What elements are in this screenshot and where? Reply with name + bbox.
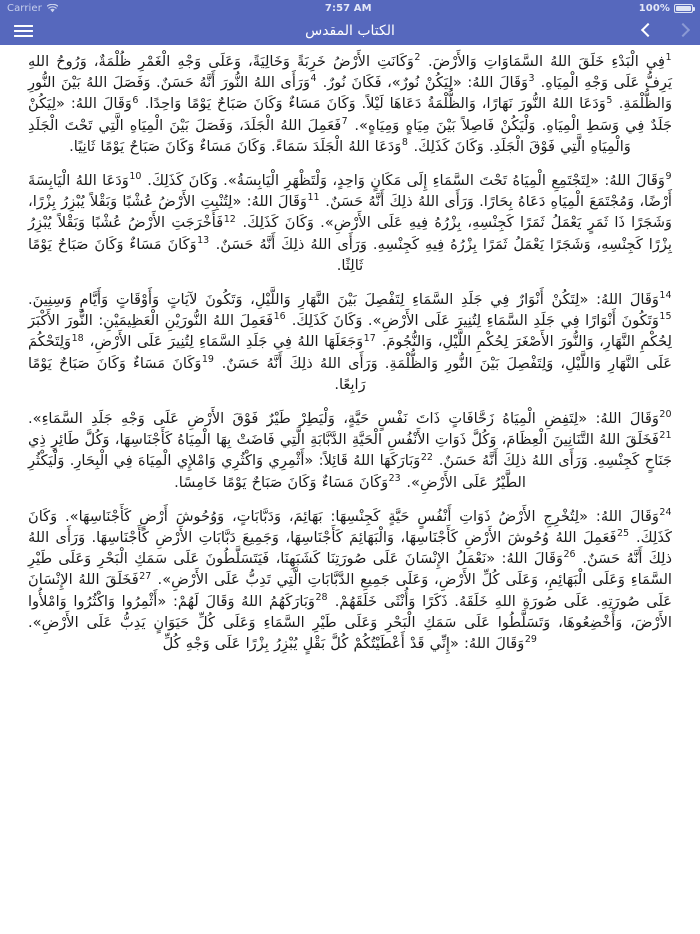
verse-text: وَبَارَكَهَا اللهُ قَائِلاً: «أَثْمِرِي وَاكْثُرِي وَامْلإِي الْمِيَاهَ فِي الْبِحَارِ. وَلْيَكْثُرِ الطَّيْرُ عَلَى الأَرْضِ».	[28, 452, 526, 491]
verse-number: 12	[223, 213, 236, 225]
scripture-paragraph	[28, 170, 672, 276]
scripture-text	[22, 51, 678, 654]
verse-number: 7	[341, 115, 348, 127]
verse-text: وَكَانَ مَسَاءٌ وَكَانَ صَبَاحٌ يَوْمًا رَابِعًا.	[28, 354, 366, 393]
chevron-forward-icon[interactable]	[674, 19, 694, 43]
verse-text: وَكَانَ مَسَاءٌ وَكَانَ صَبَاحٌ يَوْمًا خَامِسًا.	[174, 473, 389, 491]
verse-text: وَقَالَ اللهُ: «نَعْمَلُ الإِنْسَانَ عَلَى صُورَتِنَا كَشَبَهِنَا، فَيَتَسَلَّطُونَ عَلَى سَمَكِ الْبَحْرِ وَعَلَى طَيْرِ السَّمَاءِ وَعَلَى الْبَهَائِمِ، وَعَلَى كُلِّ الأَرْضِ، وَعَلَى جَمِيعِ الدَّبَّابَاتِ الَّتِي تَدِبُّ عَلَى الأَرْضِ».	[28, 550, 672, 589]
scripture-paragraph	[28, 289, 672, 395]
verse-number: 10	[129, 171, 142, 183]
verse-number: 17	[363, 332, 376, 344]
verse-number: 13	[197, 234, 210, 246]
verse-number: 1	[665, 52, 672, 64]
scripture-paragraph	[28, 506, 672, 654]
verse-text: وَقَالَ اللهُ: «لِتَفِضِ الْمِيَاهُ زَحَّافَاتٍ ذَاتَ نَفْسٍ حَيَّةٍ، وَلْيَطِرْ طَيْرٌ فَوْقَ الأَرْضِ عَلَى وَجْهِ جَلَدِ السَّمَاءِ».	[28, 410, 659, 428]
wifi-icon	[47, 4, 58, 13]
verse-number: 11	[307, 192, 320, 204]
verse-text: فِي الْبَدْءِ خَلَقَ اللهُ السَّمَاوَاتِ وَالأَرْضَ.	[420, 53, 665, 70]
verse-text: فَعَمِلَ اللهُ الْجَلَدَ، وَفَصَلَ بَيْنَ الْمِيَاهِ الَّتِي تَحْتَ الْجَلَدِ وَالْمِيَاهِ الَّتِي فَوْقَ الْجَلَدِ. وَكَانَ كَذَلِكَ.	[28, 116, 631, 155]
scripture-scroll-area[interactable]	[0, 45, 700, 934]
verse-number: 27	[139, 570, 152, 582]
verse-text: فَعَمِلَ اللهُ النُّورَيْنِ الْعَظِيمَيْنِ: النُّورَ الأَكْبَرَ لِحُكْمِ النَّهَارِ، وَالنُّورَ الأَصْغَرَ لِحُكْمِ اللَّيْلِ، وَالنُّجُومَ.	[28, 312, 672, 351]
verse-text: وَقَالَ اللهُ: «لِتَجْتَمِعِ الْمِيَاهُ تَحْتَ السَّمَاءِ إِلَى مَكَانٍ وَاحِدٍ، وَلْتَظْهَرِ الْيَابِسَةُ». وَكَانَ كَذَلِكَ.	[141, 172, 665, 190]
verse-text: وَدَعَا اللهُ الْيَابِسَةَ أَرْضًا، وَمُجْتَمَعَ الْمِيَاهِ دَعَاهُ بِحَارًا. وَرَأَى اللهُ ذلِكَ أَنَّهُ حَسَنٌ.	[28, 172, 672, 211]
verse-number: 6	[132, 94, 139, 106]
verse-number: 9	[665, 171, 672, 183]
verse-text: وَقَالَ اللهُ: «لِتُخْرِجِ الأَرْضُ ذَوَاتِ أَنْفُسٍ حَيَّةٍ كَجِنْسِهَا: بَهَائِمَ، وَدَبَّابَاتٍ، وَوُحُوشَ أَرْضٍ كَأَجْنَاسِهَا». وَكَانَ كَذَلِكَ.	[28, 507, 672, 547]
verse-number: 4	[310, 73, 317, 85]
navigation-bar	[0, 16, 700, 45]
verse-number: 2	[414, 52, 421, 64]
page-title: الكتاب المقدس	[305, 22, 395, 39]
verse-text: وَدَعَا اللهُ الْجَلَدَ سَمَاءً. وَكَانَ مَسَاءٌ وَكَانَ صَبَاحٌ يَوْمًا ثَانِيًا.	[69, 137, 402, 155]
verse-text: وَقَالَ اللهُ: «إِنِّي قَدْ أَعْطَيْتُكُمْ كُلَّ بَقْلٍ يُبْزِرُ بِزْرًا عَلَى وَجْهِ كُلِّ	[162, 635, 525, 653]
chapter-navigation	[638, 16, 694, 45]
verse-number: 22	[420, 451, 433, 463]
verse-number: 26	[563, 549, 576, 561]
scripture-paragraph	[28, 51, 672, 157]
battery-full-icon	[674, 4, 693, 13]
verse-text: فَعَمِلَ اللهُ وُحُوشَ الأَرْضِ كَأَجْنَاسِهَا، وَالْبَهَائِمَ كَأَجْنَاسِهَا، وَجَمِيعَ دَبَّابَاتِ الأَرْضِ كَأَجْنَاسِهَا. وَرَأَى اللهُ ذلِكَ أَنَّهُ حَسَنٌ.	[28, 529, 672, 568]
verse-number: 25	[617, 528, 630, 540]
verse-text: وَقَالَ اللهُ: «لِيَكُنْ جَلَدٌ فِي وَسَطِ الْمِيَاهِ. وَلْيَكُنْ فَاصِلاً بَيْنَ مِيَاهٍ وَمِيَاهٍ».	[28, 95, 672, 134]
status-bar-left	[7, 3, 58, 14]
verse-number: 29	[524, 634, 537, 646]
verse-text: وَتَكُونَ أَنْوَارًا فِي جَلَدِ السَّمَاءِ لِتُنِيرَ عَلَى الأَرْضِ». وَكَانَ كَذَلِكَ.	[286, 312, 659, 330]
verse-text: وَكَانَ مَسَاءٌ وَكَانَ صَبَاحٌ يَوْمًا ثَالِثًا.	[28, 235, 364, 274]
verse-number: 20	[659, 409, 672, 421]
verse-text: وَقَالَ اللهُ: «لِتَكُنْ أَنْوَارٌ فِي جَلَدِ السَّمَاءِ لِتَفْصِلَ بَيْنَ النَّهَارِ وَاللَّيْلِ، وَتَكُونَ لآيَاتٍ وَأَوْقَاتٍ وَأَيَّامٍ وَسِنِينَ.	[28, 291, 659, 309]
verse-number: 28	[315, 591, 328, 603]
verse-number: 21	[659, 430, 672, 442]
verse-number: 19	[201, 353, 214, 365]
verse-text: وَلِتَحْكُمَ عَلَى النَّهَارِ وَاللَّيْلِ، وَلِتَفْصِلَ بَيْنَ النُّورِ وَالظُّلْمَةِ. وَرَأَى اللهُ ذلِكَ أَنَّهُ حَسَنٌ.	[28, 333, 672, 372]
verse-text: فَخَلَقَ اللهُ التَّنَانِينَ الْعِظَامَ، وَكُلَّ ذَوَاتِ الأَنْفُسِ الْحَيَّةِ الدَّبَّابَةِ الَّتِي فَاضَتْ بِهَا الْمِيَاهُ كَأَجْنَاسِهَا، وَكُلَّ طَائِرٍ ذِي جَنَاحٍ كَجِنْسِهِ. وَرَأَى اللهُ ذلِكَ أَنَّهُ حَسَنٌ.	[28, 431, 672, 470]
verse-number: 18	[71, 332, 84, 344]
verse-number: 5	[606, 94, 613, 106]
status-bar	[0, 0, 700, 16]
battery-percent-label: 100%	[638, 2, 670, 14]
scripture-paragraph	[28, 408, 672, 493]
verse-text: فَخَلَقَ اللهُ الإِنْسَانَ عَلَى صُورَتِهِ. عَلَى صُورَةِ اللهِ خَلَقَهُ. ذَكَرًا وَأُنْثَى خَلَقَهُمْ.	[28, 571, 672, 610]
verse-number: 14	[659, 290, 672, 302]
verse-text: وَقَالَ اللهُ: «لِيَكُنْ نُورٌ»، فَكَانَ نُورٌ.	[317, 74, 529, 92]
status-bar-right	[639, 3, 693, 14]
status-bar-clock: 7:57 AM	[324, 2, 372, 14]
chevron-back-icon[interactable]	[638, 19, 658, 43]
verse-number: 24	[659, 507, 672, 518]
verse-number: 16	[273, 311, 286, 323]
verse-text: وَرَأَى اللهُ النُّورَ أَنَّهُ حَسَنٌ. وَفَصَلَ اللهُ بَيْنَ النُّورِ وَالظُّلْمَةِ.	[28, 74, 673, 113]
verse-number: 3	[528, 73, 535, 85]
carrier-label: Carrier	[7, 2, 42, 14]
verse-text: وَجَعَلَهَا اللهُ فِي جَلَدِ السَّمَاءِ لِتُنِيرَ عَلَى الأَرْضِ،	[84, 333, 364, 351]
verse-text: وَبَارَكَهُمُ اللهُ وَقَالَ لَهُمْ: «أَثْمِرُوا وَاكْثُرُوا وَامْلأُوا الأَرْضَ، وَأَخْضِعُوهَا، وَتَسَلَّطُوا عَلَى سَمَكِ الْبَحْرِ وَعَلَى طَيْرِ السَّمَاءِ وَعَلَى كُلِّ حَيَوَانٍ يَدِبُّ عَلَى الأَرْضِ».	[28, 592, 672, 631]
verse-text: فَأَخْرَجَتِ الأَرْضُ عُشْبًا وَبَقْلاً يُبْزِرُ بِزْرًا كَجِنْسِهِ، وَشَجَرًا يَعْمَلُ ثَمَرًا بِزْرُهُ فِيهِ كَجِنْسِهِ. وَرَأَى اللهُ ذلِكَ أَنَّهُ حَسَنٌ.	[28, 214, 672, 253]
verse-text: وَدَعَا اللهُ النُّورَ نَهَارًا، وَالظُّلْمَةُ دَعَاهَا لَيْلاً. وَكَانَ مَسَاءٌ وَكَانَ صَبَاحٌ يَوْمًا وَاحِدًا.	[138, 95, 606, 113]
verse-number: 23	[388, 472, 401, 484]
verse-text: وَقَالَ اللهُ: «لِتُنْبِتِ الأَرْضُ عُشْبًا وَبَقْلاً يُبْزِرُ بِزْرًا، وَشَجَرًا ذَا ثَمَرٍ يَعْمَلُ ثَمَرًا كَجِنْسِهِ، بِزْرُهُ فِيهِ عَلَى الأَرْضِ». وَكَانَ كَذَلِكَ.	[28, 193, 672, 232]
verse-number: 15	[659, 311, 672, 323]
verse-number: 8	[401, 136, 408, 148]
verse-text: وَكَانَتِ الأَرْضُ خَرِبَةً وَخَالِيَةً، وَعَلَى وَجْهِ الْغَمْرِ ظُلْمَةٌ، وَرُوحُ اللهِ يَرِفُّ عَلَى وَجْهِ الْمِيَاهِ.	[28, 53, 673, 92]
